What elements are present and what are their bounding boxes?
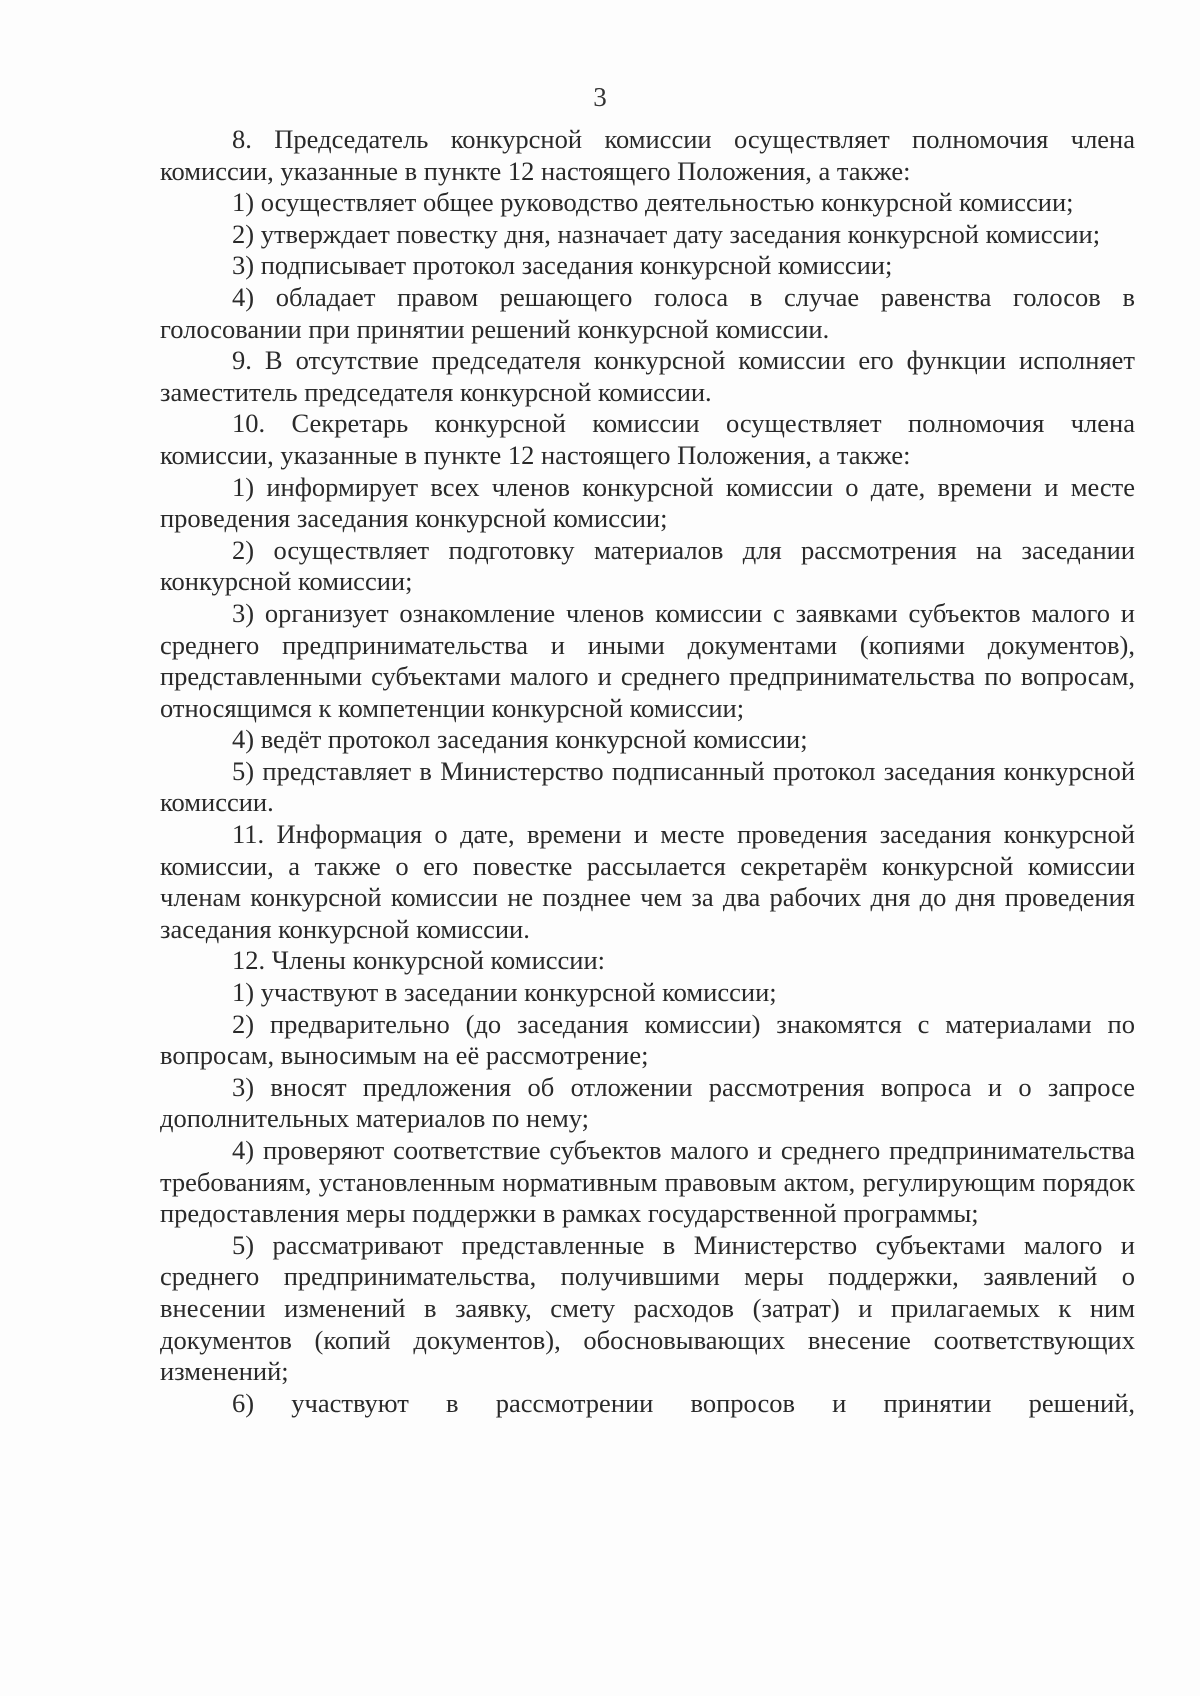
- paragraph-12-item-3: 3) вносят предложения об отложении рассмотрения вопроса и о запросе дополнительных материалов по нему;: [160, 1071, 1135, 1134]
- page-number: 3: [593, 82, 607, 112]
- paragraph-10-item-4: 4) ведёт протокол заседания конкурсной комиссии;: [232, 724, 808, 755]
- paragraph-8-item-2: 2) утверждает повестку дня, назначает дату заседания конкурсной комиссии;: [232, 218, 1101, 249]
- paragraph-12-item-1: 1) участвуют в заседании конкурсной комиссии;: [232, 977, 777, 1008]
- paragraph-10-item-2: 2) осуществляет подготовку материалов для рассмотрения на заседании конкурсной комиссии;: [160, 534, 1135, 597]
- paragraph-12-item-6: 6) участвуют в рассмотрении вопросов и принятии решений,: [232, 1387, 1135, 1418]
- paragraph-12-item-2: 2) предварительно (до заседания комиссии) знакомятся с материалами по вопросам, выносимым на её рассмотрение;: [160, 1008, 1135, 1071]
- paragraph-9: 9. В отсутствие председателя конкурсной комиссии его функции исполняет заместитель председателя конкурсной комиссии.: [160, 345, 1135, 407]
- paragraph-10: 10. Секретарь конкурсной комиссии осуществляет полномочия члена комиссии, указанные в пункте 12 настоящего Положения, а также:: [160, 408, 1135, 470]
- paragraph-12-item-5: 5) рассматривают представленные в Министерство субъектами малого и среднего предпринимательства, получившими меры поддержки, заявлений о внесении изменений в заявку, смету расходов (затрат) и прилагаемых к ним документов (копий документов), обосновывающих внесение соответствующих изменений;: [160, 1229, 1135, 1387]
- paragraph-11: 11. Информация о дате, времени и месте проведения заседания конкурсной комиссии, а также о его повестке рассылается секретарём конкурсной комиссии членам конкурсной комиссии не позднее чем за два рабочих дня до дня проведения заседания конкурсной комиссии.: [160, 819, 1135, 944]
- paragraph-8-item-3: 3) подписывает протокол заседания конкурсной комиссии;: [232, 250, 893, 281]
- paragraph-8-item-4: 4) обладает правом решающего голоса в случае равенства голосов в голосовании при принятии решений конкурсной комиссии.: [160, 281, 1135, 344]
- paragraph-12-item-4: 4) проверяют соответствие субъектов малого и среднего предпринимательства требованиям, установленным нормативным правовым актом, регулирующим порядок предоставления меры поддержки в рамках государственной программы;: [160, 1135, 1135, 1229]
- paragraph-10-item-1: 1) информирует всех членов конкурсной комиссии о дате, времени и месте проведения заседания конкурсной комиссии;: [160, 471, 1135, 534]
- paragraph-8: 8. Председатель конкурсной комиссии осуществляет полномочия члена комиссии, указанные в пункте 12 настоящего Положения, а также:: [160, 124, 1135, 186]
- paragraph-10-item-5: 5) представляет в Министерство подписанный протокол заседания конкурсной комиссии.: [160, 755, 1135, 818]
- paragraph-8-item-1: 1) осуществляет общее руководство деятельностью конкурсной комиссии;: [232, 187, 1074, 218]
- paragraph-12: 12. Члены конкурсной комиссии:: [232, 945, 606, 976]
- document-body: [160, 124, 1135, 1419]
- paragraph-10-item-3: 3) организует ознакомление членов комиссии с заявками субъектов малого и среднего предпринимательства и иными документами (копиями документов), представленными субъектами малого и среднего предпринимательства по вопросам, относящимся к компетенции конкурсной комиссии;: [160, 597, 1135, 723]
